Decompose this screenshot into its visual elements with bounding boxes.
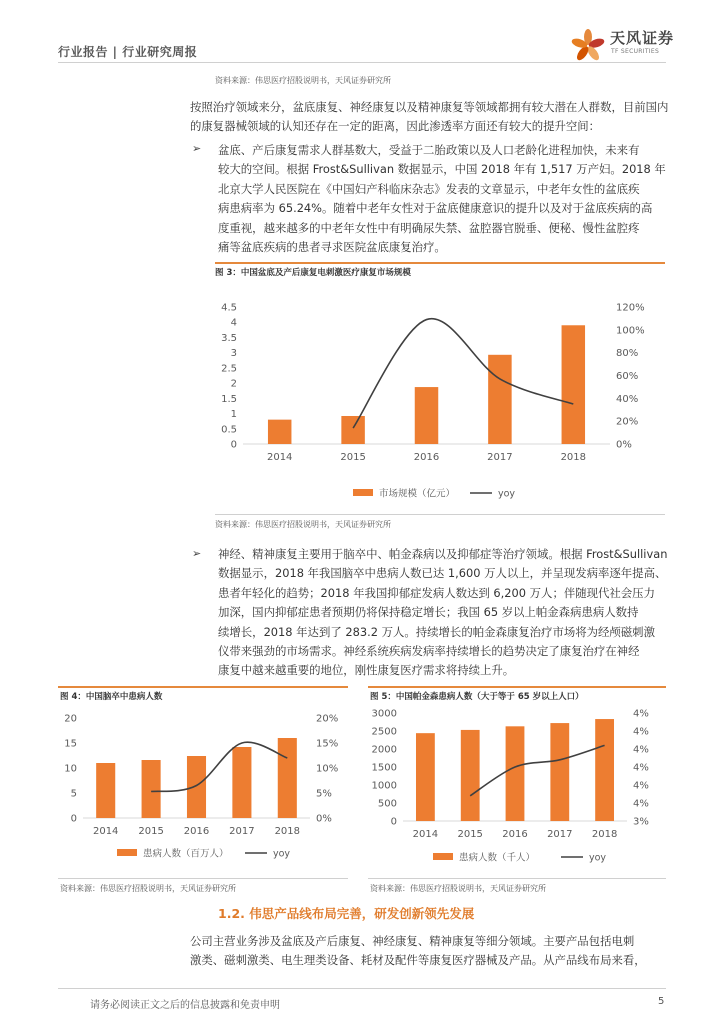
bar-2017 [488, 355, 511, 444]
y-right-tick-label: 4% [633, 726, 649, 738]
fig4-source: 资料来源：伟思医疗招股说明书，天风证券研究所 [60, 884, 236, 893]
y-right-tick-label: 60% [616, 371, 639, 382]
fig4-bottom-rule [58, 878, 348, 879]
bullet1-line: 度重视，越来越多的中老年女性中有明确尿失禁、盆腔器官脱垂、便秘、慢性盆腔疼 [218, 220, 640, 235]
fig4-title: 图 4：中国脑卒中患病人数 [60, 692, 163, 702]
legend-bar-label: 市场规模（亿元） [379, 488, 456, 500]
footer-disclaimer: 请务必阅读正文之后的信息披露和免责申明 [90, 1000, 280, 1011]
bullet1-line: 病患病率为 65.24%。随着中老年女性对于盆底健康意识的提升以及对于盆底疾病的高 [218, 201, 653, 216]
fig3-bottom-rule [215, 514, 665, 515]
y-left-tick-label: 500 [377, 798, 397, 810]
x-tick-label: 2015 [138, 826, 164, 837]
legend-bar-swatch [117, 849, 137, 856]
y-right-tick-label: 0% [316, 813, 332, 825]
bar-2017 [232, 747, 251, 818]
y-right-tick-label: 15% [316, 738, 339, 750]
legend-line-label: yoy [589, 852, 607, 864]
intro-paragraph: 按照治疗领域来分，盆底康复、神经康复以及精神康复等领域都拥有较大潜在人群数，目前国内的康复器械领域的认知还存在一定的距离，因此渗透率方面还有较大的提升空间： [190, 100, 669, 134]
y-left-tick-label: 4 [230, 317, 237, 329]
y-right-tick-label: 80% [616, 348, 639, 360]
final-line: 激类、磁刺激类、电生理类设备、耗材及配件等康复医疗器械及产品。从产品线布局来看， [190, 953, 646, 968]
logo-company-name: 天风证券 [610, 29, 675, 47]
bar-2014 [268, 420, 291, 444]
x-tick-label: 2017 [229, 826, 255, 837]
footer-divider [58, 988, 666, 989]
y-left-tick-label: 3.5 [221, 332, 237, 344]
yoy-line [470, 745, 604, 795]
y-left-tick-label: 3000 [371, 708, 397, 720]
y-left-tick-label: 2500 [371, 726, 397, 738]
fig3-title: 图 3：中国盆底及产后康复电刺激医疗康复市场规模 [215, 268, 411, 278]
y-right-tick-label: 3% [633, 816, 649, 828]
y-left-tick-label: 1000 [371, 780, 397, 792]
fig3-top-rule [215, 262, 665, 264]
bar-2016 [506, 726, 525, 821]
y-left-tick-label: 3 [230, 348, 237, 360]
y-right-tick-label: 40% [616, 393, 639, 405]
bullet1-line: 痛等盆底疾病的患者寻求医院盆底康复治疗。 [218, 240, 446, 255]
fig3-source: 资料来源：伟思医疗招股说明书，天风证券研究所 [215, 520, 391, 529]
fig4-top-rule [58, 686, 348, 688]
y-left-tick-label: 1500 [371, 762, 397, 774]
y-left-tick-label: 2.5 [221, 363, 237, 375]
y-left-tick-label: 0.5 [221, 424, 237, 436]
yoy-line [353, 319, 573, 428]
y-left-tick-label: 5 [70, 788, 77, 800]
legend-line-label: yoy [273, 848, 291, 860]
legend-bar-swatch [353, 489, 373, 496]
bullet2-line: 患者年轻化的趋势；2018 年我国抑郁症发病人数达到 6,200 万人；伴随现代社会压力 [218, 585, 655, 600]
legend-line-label: yoy [498, 488, 516, 500]
y-left-tick-label: 20 [64, 713, 77, 725]
bullet-marker-2: ➢ [192, 547, 202, 560]
bar-2017 [550, 723, 569, 821]
bullet-paragraph-2 [218, 545, 678, 681]
section-title: 1.2. 伟思产品线布局完善，研发创新领先发展 [218, 906, 475, 921]
bullet2-line: 康复中越来越重要的地位，刚性康复医疗需求将持续上升。 [218, 663, 515, 678]
bar-2015 [341, 416, 364, 444]
bullet2-line: 仪带来强劲的市场需求。神经系统疾病发病率持续增长的趋势决定了康复治疗在神经 [218, 644, 640, 659]
y-right-tick-label: 0% [616, 439, 632, 451]
bullet2-line: 数据显示，2018 年我国脑卒中患病人数已达 1,600 万人以上，并呈现发病率逐年提高、 [218, 566, 667, 581]
x-tick-label: 2016 [183, 826, 210, 837]
y-left-tick-label: 2000 [371, 744, 397, 756]
y-right-tick-label: 20% [616, 416, 639, 428]
y-right-tick-label: 120% [616, 302, 645, 314]
bullet2-line: 加深，国内抑郁症患者预期仍将保持稳定增长；我国 65 岁以上帕金森病患病人数持 [218, 605, 639, 620]
y-right-tick-label: 4% [633, 780, 649, 792]
bar-2018 [278, 738, 297, 818]
fig3-chart [205, 295, 665, 505]
y-left-tick-label: 1.5 [221, 393, 237, 405]
fig5-chart [365, 705, 670, 870]
bar-2014 [96, 763, 115, 818]
bar-2015 [461, 730, 480, 821]
legend-bar-label: 患病人数（百万人） [143, 848, 229, 860]
y-right-tick-label: 4% [633, 798, 649, 810]
y-right-tick-label: 20% [316, 713, 339, 725]
y-right-tick-label: 5% [316, 788, 332, 800]
final-line: 公司主营业务涉及盆底及产后康复、神经康复、精神康复等细分领域。主要产品包括电刺 [190, 934, 635, 948]
x-tick-label: 2016 [502, 829, 528, 840]
x-tick-label: 2014 [412, 829, 439, 840]
page-number: 5 [658, 996, 665, 1007]
y-right-tick-label: 4% [633, 708, 649, 720]
legend-bar-label: 患病人数（千人） [459, 852, 536, 864]
fig5-bottom-rule [368, 878, 666, 879]
y-left-tick-label: 0 [390, 816, 397, 828]
x-tick-label: 2018 [274, 826, 301, 837]
x-tick-label: 2014 [266, 452, 293, 463]
bullet-marker-1: ➢ [192, 142, 202, 155]
y-right-tick-label: 4% [633, 762, 649, 774]
y-left-tick-label: 2 [230, 378, 237, 390]
x-tick-label: 2015 [340, 452, 366, 463]
bullet2-line: 续增长，2018 年达到了 283.2 万人。持续增长的帕金森康复治疗市场将为经颅磁刺激 [218, 624, 655, 639]
x-tick-label: 2017 [487, 452, 513, 463]
bar-2018 [595, 719, 614, 821]
bullet1-line: 盆底、产后康复需求人群基数大，受益于二胎政策以及人口老龄化进程加快，未来有 [218, 143, 640, 157]
logo-company-name-en: TF SECURITIES [611, 48, 660, 55]
bullet1-line: 较大的空间。根据 Frost&Sullivan 数据显示，中国 2018 年有 1,517 万产妇。2018 年 [218, 162, 666, 177]
y-left-tick-label: 0 [70, 813, 77, 825]
y-left-tick-label: 1 [230, 409, 237, 421]
x-tick-label: 2014 [92, 826, 119, 837]
x-tick-label: 2016 [413, 452, 440, 463]
fig5-top-rule [368, 686, 666, 688]
report-header-title: 行业报告 | 行业研究周报 [58, 45, 198, 59]
bar-2015 [142, 760, 161, 818]
x-tick-label: 2018 [591, 829, 618, 840]
y-left-tick-label: 4.5 [221, 302, 237, 314]
y-right-tick-label: 4% [633, 744, 649, 756]
bar-2016 [187, 756, 206, 818]
bar-2016 [415, 387, 438, 444]
fig5-source: 资料来源：伟思医疗招股说明书，天风证券研究所 [370, 884, 546, 893]
y-right-tick-label: 10% [316, 763, 339, 775]
x-tick-label: 2018 [560, 452, 587, 463]
source-top: 资料来源：伟思医疗招股说明书，天风证券研究所 [215, 76, 391, 85]
y-left-tick-label: 10 [64, 763, 77, 775]
fig5-title: 图 5：中国帕金森患病人数（大于等于 65 岁以上人口） [370, 692, 584, 702]
yoy-line [151, 742, 287, 791]
bullet1-line: 北京大学人民医院在《中国妇产科临床杂志》发表的文章显示，中老年女性的盆底疾 [218, 181, 640, 196]
x-tick-label: 2017 [547, 829, 573, 840]
final-paragraph [190, 932, 670, 971]
legend-bar-swatch [433, 853, 453, 860]
bullet2-line: 神经、精神康复主要用于脑卒中、帕金森病以及抑郁症等治疗领域。根据 Frost&Sullivan [218, 547, 668, 561]
y-right-tick-label: 100% [616, 325, 645, 337]
y-left-tick-label: 0 [230, 439, 237, 451]
bar-2014 [416, 733, 435, 821]
bullet-paragraph-1 [218, 141, 678, 257]
y-left-tick-label: 15 [64, 738, 77, 750]
x-tick-label: 2015 [457, 829, 483, 840]
fig4-chart [55, 705, 350, 870]
bar-2018 [562, 325, 585, 444]
